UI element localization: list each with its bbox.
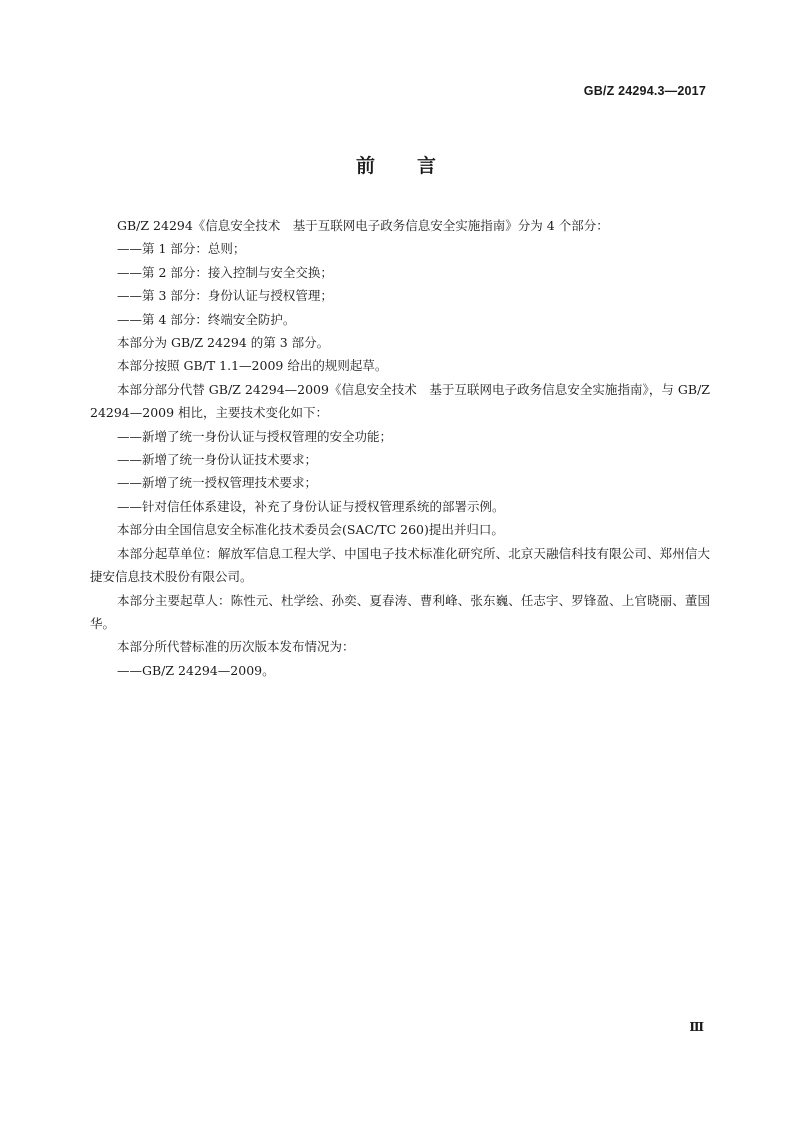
paragraph-parts-intro: GB/Z 24294《信息安全技术 基于互联网电子政务信息安全实施指南》分为 4 个部分： bbox=[117, 218, 609, 233]
standard-code: GB/Z 24294.3—2017 bbox=[583, 84, 706, 98]
paragraph-drafters: 本部分主要起草人：陈性元、杜学绘、孙奕、夏春涛、曹利峰、张东巍、任志宇、罗锋盈、上官晓丽、董国华。 bbox=[90, 592, 710, 631]
foreword-body bbox=[90, 214, 710, 682]
list-item-part-3: ——第 3 部分：身份认证与授权管理； bbox=[117, 288, 333, 304]
page-number: Ⅲ bbox=[689, 1020, 704, 1034]
list-item-change-4: ——针对信任体系建设，补充了身份认证与授权管理系统的部署示例。 bbox=[117, 498, 505, 514]
paragraph-replaces: 本部分部分代替 GB/Z 24294—2009《信息安全技术 基于互联网电子政务信息安全实施指南》，与 GB/Z 24294—2009 相比，主要技术变化如下： bbox=[90, 381, 710, 421]
paragraph-proposed-by: 本部分由全国信息安全标准化技术委员会(SAC/TC 260)提出并归口。 bbox=[117, 522, 504, 538]
list-item-change-1: ——新增了统一身份认证与授权管理的安全功能； bbox=[117, 428, 393, 444]
paragraph-drafting-rules: 本部分按照 GB/T 1.1—2009 给出的规则起草。 bbox=[117, 358, 388, 374]
list-item-history-1: ——GB/Z 24294—2009。 bbox=[117, 662, 275, 678]
list-item-part-4: ——第 4 部分：终端安全防护。 bbox=[117, 311, 296, 327]
paragraph-this-part: 本部分为 GB/Z 24294 的第 3 部分。 bbox=[117, 335, 330, 351]
list-item-part-1: ——第 1 部分：总则； bbox=[117, 241, 246, 257]
list-item-change-3: ——新增了统一授权管理技术要求； bbox=[117, 475, 318, 491]
title-char-2: 言 bbox=[417, 155, 439, 177]
list-item-part-2: ——第 2 部分：接入控制与安全交换； bbox=[117, 264, 333, 280]
paragraph-drafting-units: 本部分起草单位：解放军信息工程大学、中国电子技术标准化研究所、北京天融信科技有限公司、郑州信大捷安信息技术股份有限公司。 bbox=[90, 545, 710, 585]
page-title bbox=[0, 151, 794, 178]
title-char-1: 前 bbox=[355, 155, 377, 177]
list-item-change-2: ——新增了统一身份认证技术要求； bbox=[117, 452, 318, 468]
paragraph-history-intro: 本部分所代替标准的历次版本发布情况为： bbox=[117, 639, 355, 655]
